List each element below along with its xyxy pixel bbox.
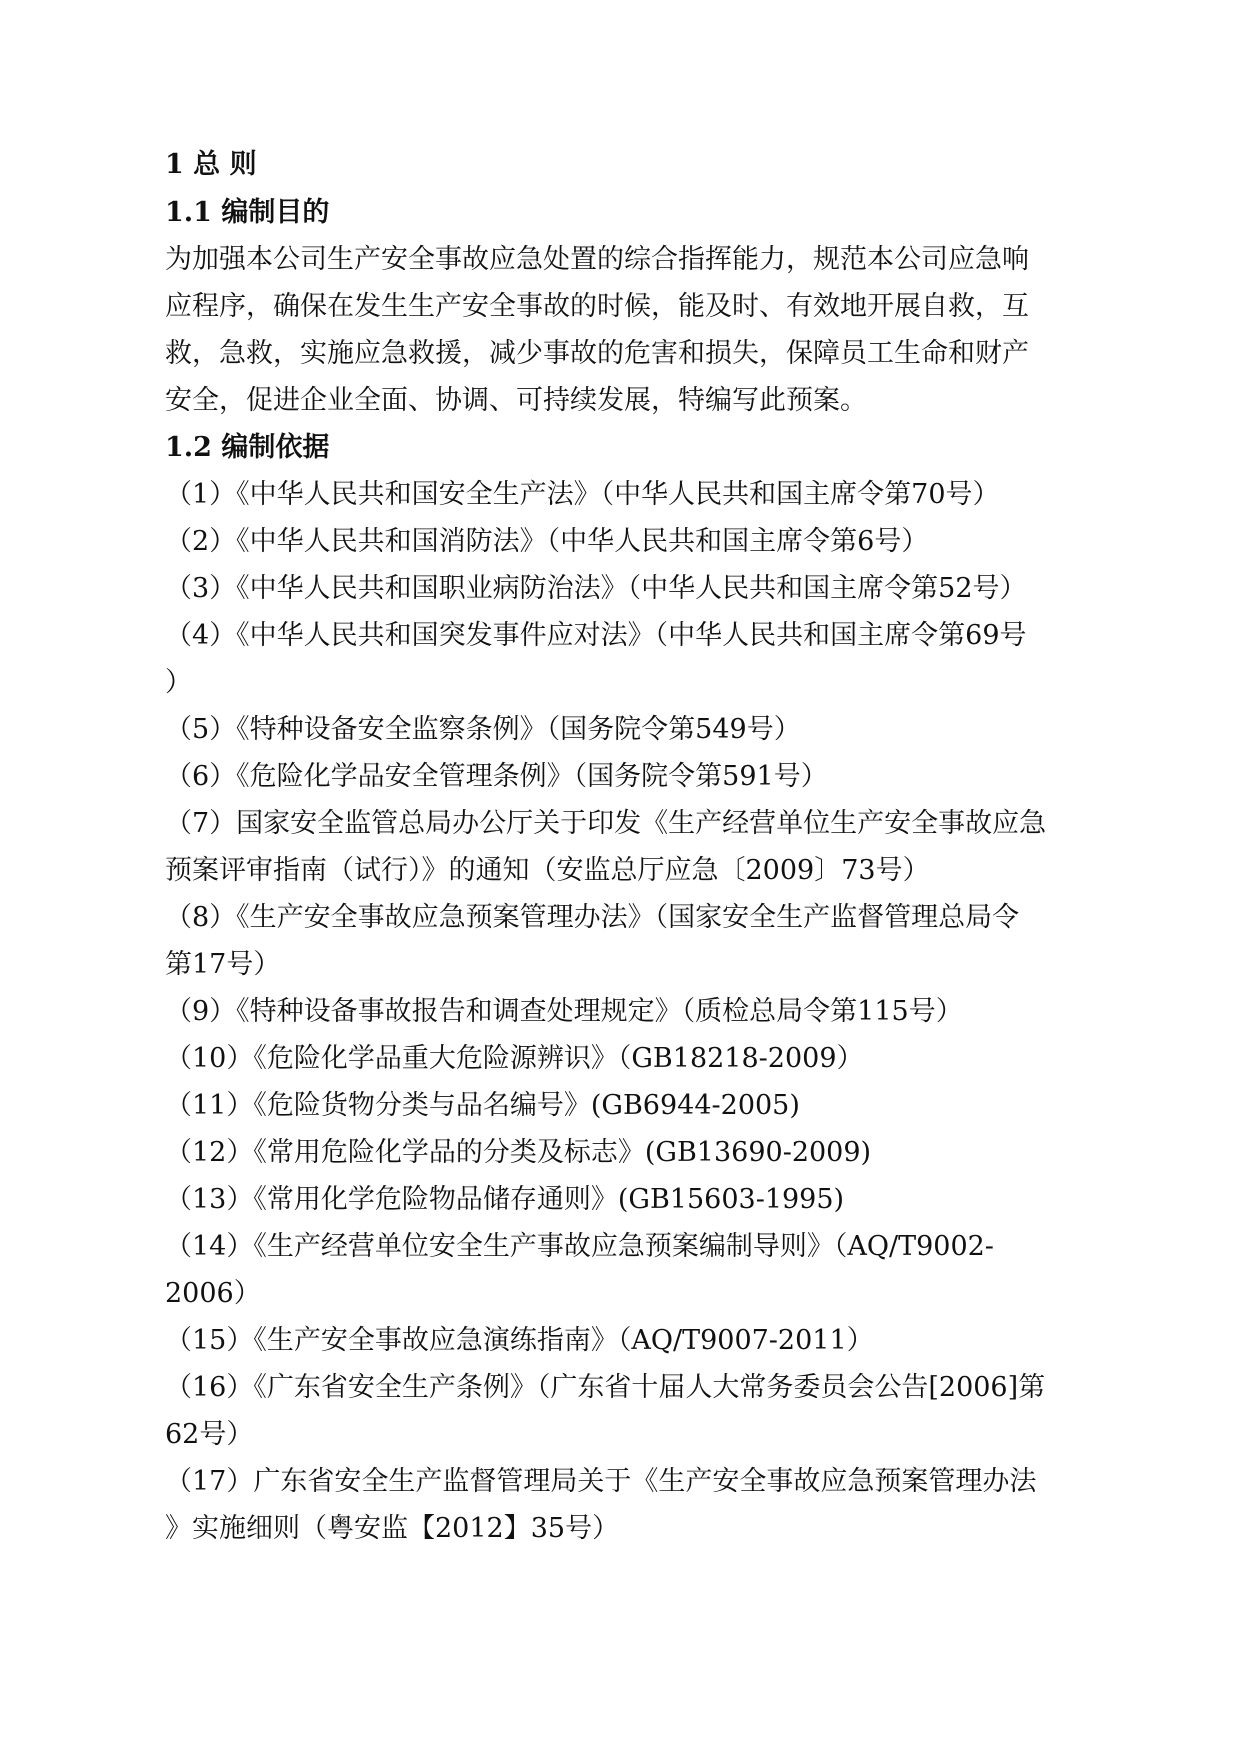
list-item-line: （16）《广东省安全生产条例》（广东省十届人大常务委员会公告[2006]第 bbox=[165, 1372, 1046, 1403]
basis-list-item bbox=[165, 612, 1125, 706]
basis-list-item bbox=[165, 471, 1125, 518]
section-heading-basis: 1.2 编制依据 bbox=[165, 432, 330, 463]
list-item-line: （8）《生产安全事故应急预案管理办法》（国家安全生产监督管理总局令 bbox=[165, 902, 1020, 933]
basis-list-item bbox=[165, 1364, 1125, 1458]
list-item-line: （1）《中华人民共和国安全生产法》（中华人民共和国主席令第70号） bbox=[165, 479, 1000, 510]
list-item-line: （12）《常用危险化学品的分类及标志》(GB13690-2009) bbox=[165, 1137, 872, 1168]
list-item-line: （17）广东省安全生产监督管理局关于《生产安全事故应急预案管理办法 bbox=[165, 1466, 1037, 1497]
basis-list-item bbox=[165, 1176, 1125, 1223]
list-item-line: 2006） bbox=[165, 1278, 261, 1309]
section-heading-purpose: 1.1 编制目的 bbox=[165, 197, 330, 228]
basis-list-item bbox=[165, 988, 1125, 1035]
basis-list-item bbox=[165, 753, 1125, 800]
list-item-line: （9）《特种设备事故报告和调查处理规定》（质检总局令第115号） bbox=[165, 996, 963, 1027]
list-item-line: 第17号） bbox=[165, 949, 281, 980]
basis-list-item bbox=[165, 894, 1125, 988]
purpose-paragraph bbox=[165, 236, 1100, 424]
list-item-line: 预案评审指南（试行）》的通知（安监总厅应急〔2009〕73号） bbox=[165, 855, 930, 886]
list-item-line: （15）《生产安全事故应急演练指南》（AQ/T9007-2011） bbox=[165, 1325, 874, 1356]
basis-list-item bbox=[165, 1458, 1125, 1552]
basis-list-item bbox=[165, 518, 1125, 565]
list-item-line: （6）《危险化学品安全管理条例》（国务院令第591号） bbox=[165, 761, 828, 792]
list-item-line: （14）《生产经营单位安全生产事故应急预案编制导则》（AQ/T9002- bbox=[165, 1231, 994, 1262]
basis-list bbox=[165, 471, 1125, 1552]
paragraph-line: 应程序，确保在发生生产安全事故的时候，能及时、有效地开展自救，互 bbox=[165, 291, 1029, 322]
document-page bbox=[165, 141, 1125, 1552]
list-item-line: （13）《常用化学危险物品储存通则》(GB15603-1995) bbox=[165, 1184, 845, 1215]
basis-list-item bbox=[165, 1035, 1125, 1082]
basis-list-item bbox=[165, 800, 1125, 894]
list-item-line: （11）《危险货物分类与品名编号》(GB6944-2005) bbox=[165, 1090, 800, 1121]
chapter-heading: 1 总 则 bbox=[165, 149, 257, 180]
basis-list-item bbox=[165, 565, 1125, 612]
list-item-line: （3）《中华人民共和国职业病防治法》（中华人民共和国主席令第52号） bbox=[165, 573, 1027, 604]
list-item-line: （5）《特种设备安全监察条例》（国务院令第549号） bbox=[165, 714, 801, 745]
list-item-line: ） bbox=[165, 667, 192, 698]
list-item-line: （10）《危险化学品重大危险源辨识》（GB18218-2009） bbox=[165, 1043, 864, 1074]
paragraph-line: 为加强本公司生产安全事故应急处置的综合指挥能力，规范本公司应急响 bbox=[165, 244, 1029, 275]
list-item-line: 》实施细则（粤安监【2012】35号） bbox=[165, 1513, 620, 1544]
basis-list-item bbox=[165, 706, 1125, 753]
basis-list-item bbox=[165, 1129, 1125, 1176]
paragraph-line: 安全，促进企业全面、协调、可持续发展，特编写此预案。 bbox=[165, 385, 867, 416]
list-item-line: （7）国家安全监管总局办公厅关于印发《生产经营单位生产安全事故应急 bbox=[165, 808, 1047, 839]
list-item-line: （2）《中华人民共和国消防法》（中华人民共和国主席令第6号） bbox=[165, 526, 929, 557]
basis-list-item bbox=[165, 1082, 1125, 1129]
list-item-line: （4）《中华人民共和国突发事件应对法》（中华人民共和国主席令第69号 bbox=[165, 620, 1027, 651]
list-item-line: 62号） bbox=[165, 1419, 254, 1450]
basis-list-item bbox=[165, 1317, 1125, 1364]
basis-list-item bbox=[165, 1223, 1125, 1317]
paragraph-line: 救，急救，实施应急救援，减少事故的危害和损失，保障员工生命和财产 bbox=[165, 338, 1029, 369]
